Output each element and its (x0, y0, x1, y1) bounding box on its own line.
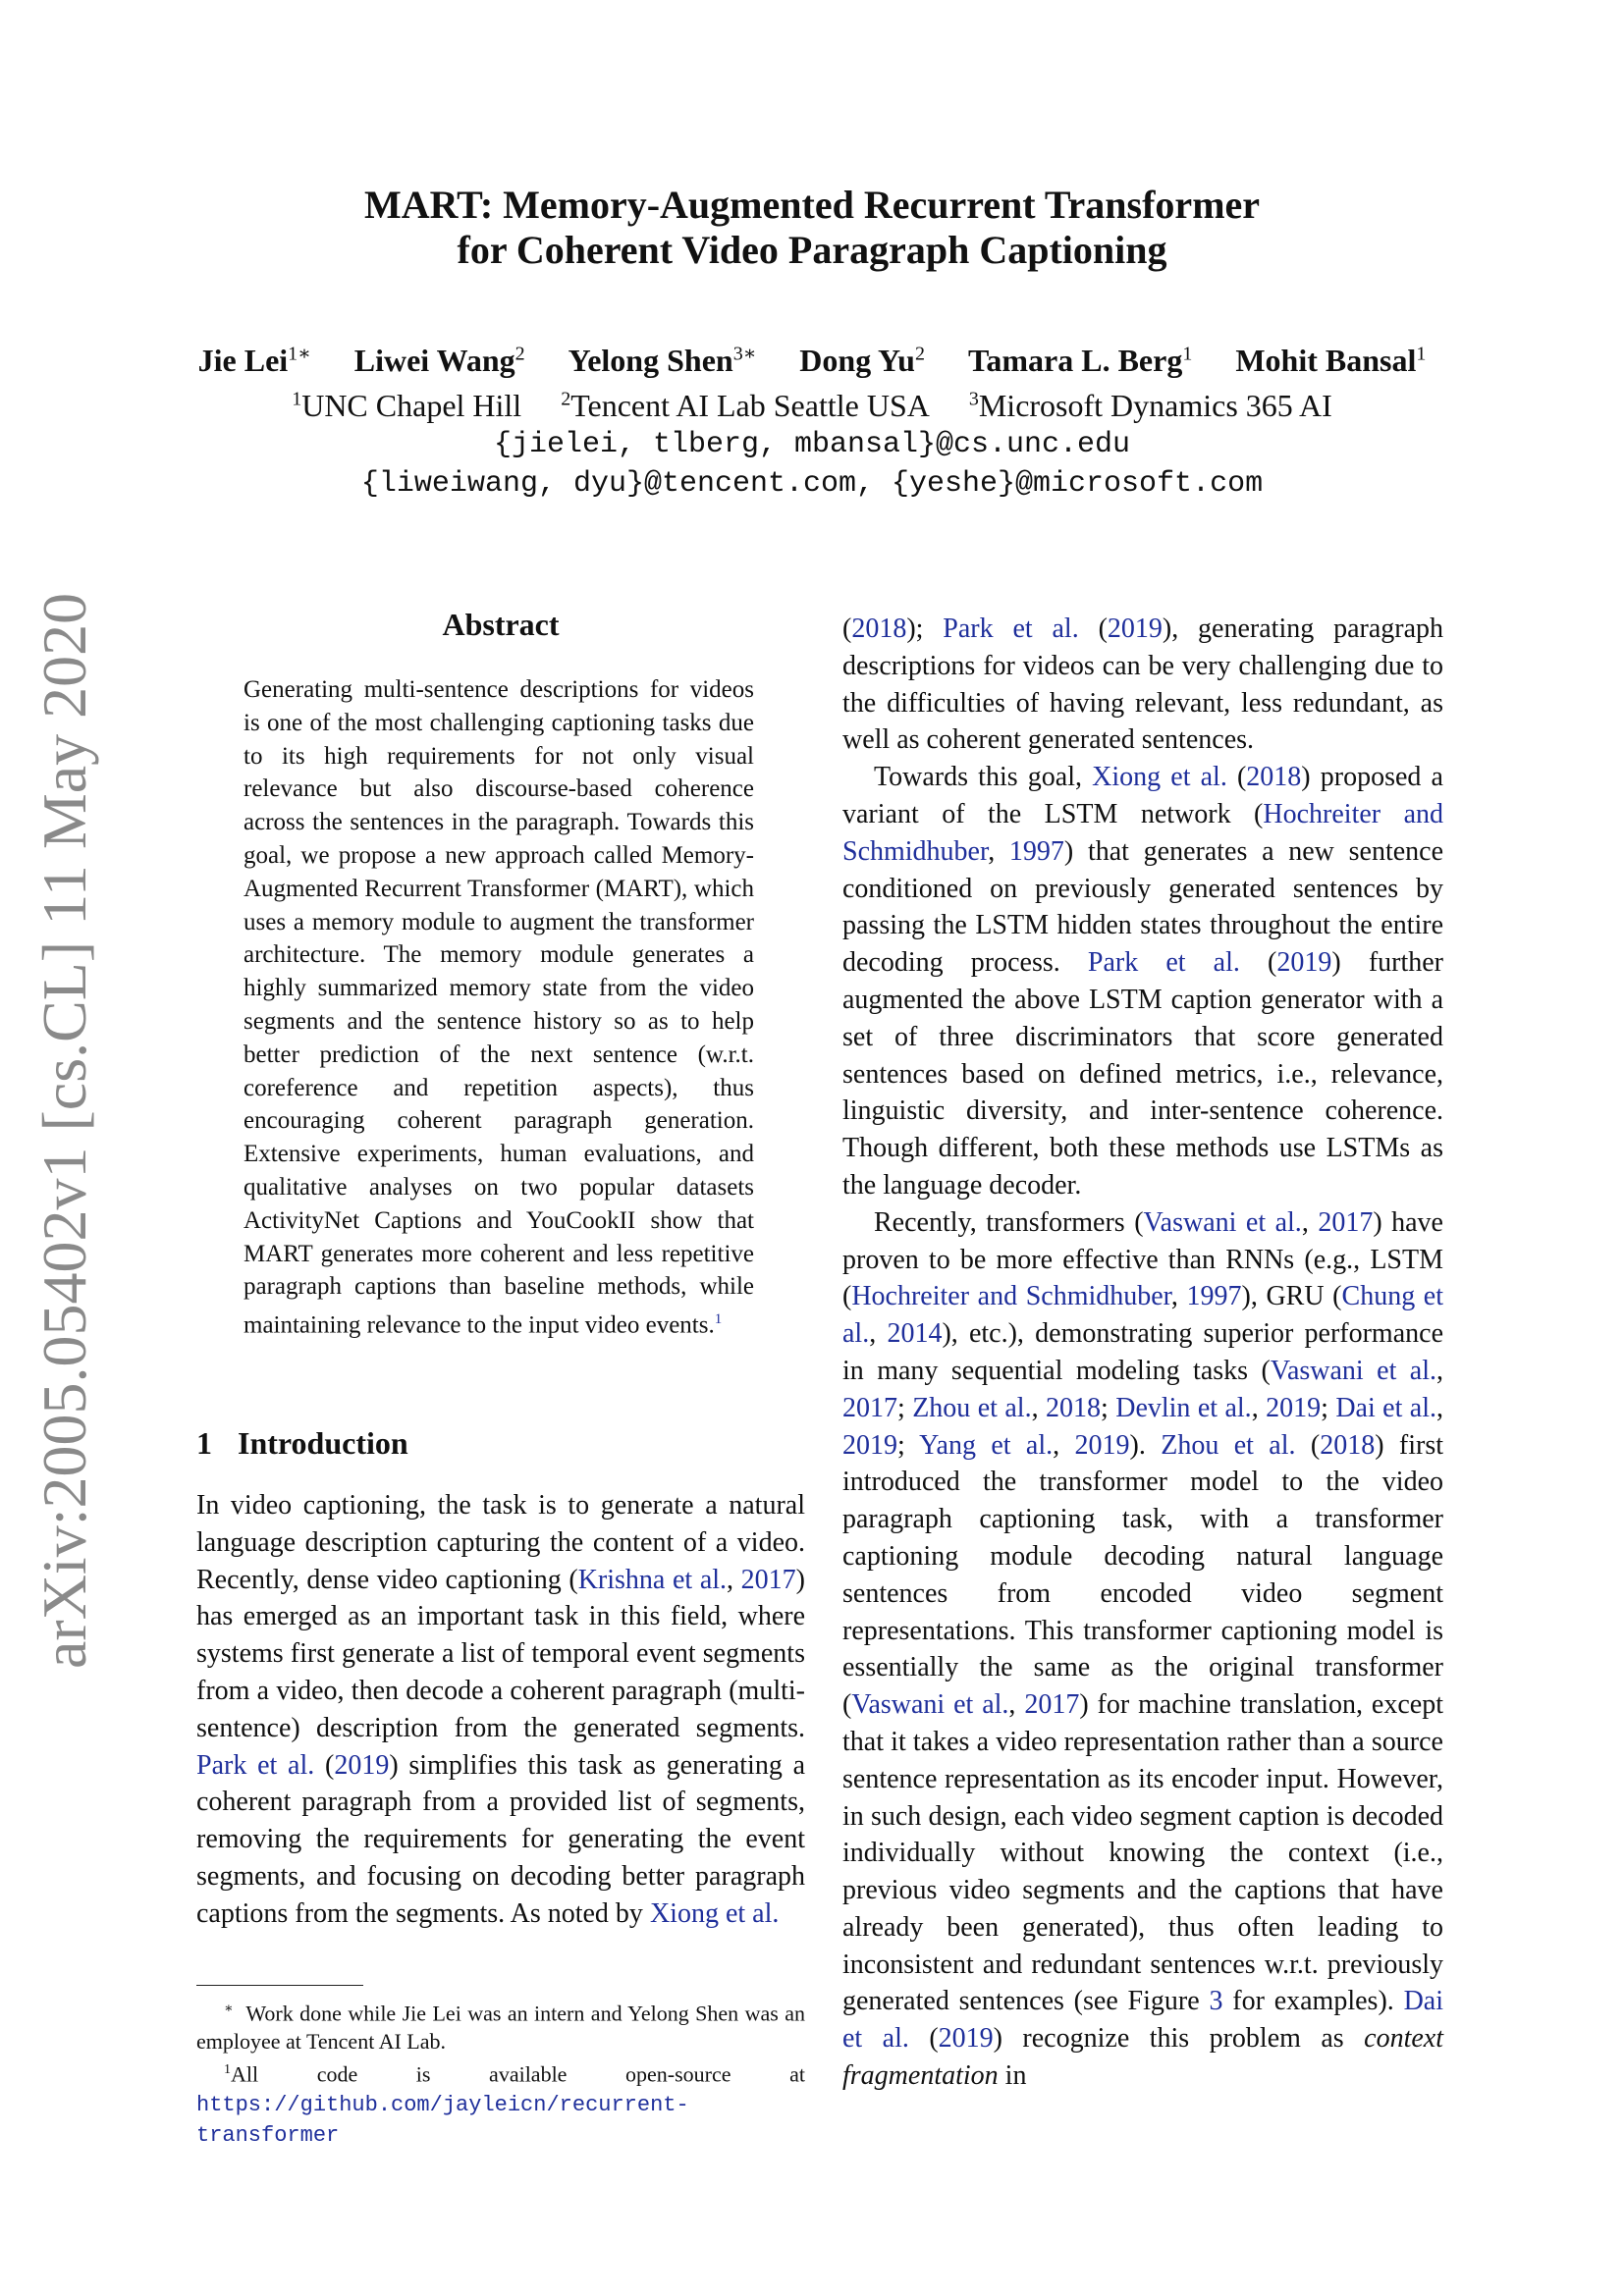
citation-link[interactable]: 2017 (1318, 1206, 1374, 1238)
citation-link[interactable]: Vaswani et al. (1270, 1355, 1436, 1386)
affiliation: $^1$UNC Chapel Hill (292, 388, 522, 424)
citation-link[interactable]: 2019 (1276, 947, 1332, 979)
citation-link[interactable]: Zhou et al. (1161, 1429, 1296, 1461)
citation-link[interactable]: Krishna et al. (577, 1564, 728, 1595)
citation-link[interactable]: 1997 (1008, 835, 1064, 867)
abstract-body (244, 673, 754, 1342)
right-column-body (842, 611, 1443, 2095)
title-line-1: MART: Memory-Augmented Recurrent Transformer (363, 183, 1261, 227)
footnote-rule (196, 1985, 363, 1986)
author: Liwei Wang$^2$ (353, 342, 525, 378)
author: Jie Lei$^{1∗}$ (197, 342, 311, 378)
citation-link[interactable]: Devlin et al. (1115, 1392, 1252, 1423)
paper-title (0, 183, 1624, 273)
github-url-link[interactable]: https://github.com/jayleicn/recurrent-transformer (196, 2092, 689, 2148)
citation-link[interactable]: 2019 (938, 2023, 994, 2055)
paragraph: Towards this goal, Xiong et al. (2018) proposed a variant of the LSTM network (Hochreiter and Schmidhuber, 1997) that generates a new sentence conditioned on previously generated sentences by passing the LSTM hidden states throughout the entire decoding process. Park et al. (2019) further augmented the above LSTM caption generator with a set of three discriminators that score generated sentences based on defined metrics, i.e., relevance, linguistic diversity, and inter-sentence coherence. Though different, both these methods use LSTMs as the language decoder. (842, 762, 1444, 1201)
figure-ref-link[interactable]: 3 (1209, 1986, 1223, 2017)
citation-link[interactable]: Dai et al. (842, 1986, 1444, 2055)
citation-link[interactable]: 2017 (1024, 1689, 1080, 1721)
author: Yelong Shen$^{3∗}$ (568, 342, 757, 378)
affiliations (0, 380, 1624, 426)
citation-link[interactable]: 2019 (334, 1749, 390, 1781)
author: Mohit Bansal$^1$ (1235, 342, 1427, 378)
affiliation: $^2$Tencent AI Lab Seattle USA (561, 388, 930, 424)
author: Dong Yu$^2$ (799, 342, 925, 378)
section-heading-introduction (196, 1425, 805, 1462)
citation-link[interactable]: Vaswani et al. (851, 1689, 1009, 1721)
citation-link[interactable]: 2019 (1107, 614, 1163, 644)
section-number: 1 (196, 1425, 212, 1461)
emphasis: context fragmentation (842, 2023, 1443, 2092)
section-title: Introduction (238, 1425, 408, 1461)
citation-link[interactable]: Park et al. (1087, 947, 1240, 979)
citation-link[interactable]: 2019 (842, 1429, 897, 1461)
citation-link[interactable]: Xiong et al. (1092, 762, 1227, 793)
citation-link[interactable]: 2017 (842, 1392, 897, 1423)
author-block (0, 334, 1624, 504)
citation-link[interactable]: 2018 (851, 614, 907, 644)
intro-paragraph: In video captioning, the task is to generate a natural language description capturing the content of a video. Recently, dense video captioning (Krishna et al., 2017) has emerged as an important task in this field, where systems first generate a list of temporal event segments from a video, then decode a coherent paragraph (multi-sentence) description from the generated segments. Park et al. (2019) simplifies this task as generating a coherent paragraph from a provided list of segments, removing the requirements for generating the event segments, and focusing on decoding better paragraph captions from the segments. As noted by Xiong et al. (196, 1490, 806, 1929)
footnote-ref[interactable]: 1 (714, 1311, 723, 1328)
abstract-text: Generating multi-sentence descriptions for videos is one of the most challenging captioning tasks due to its high requirements for not only visual relevance but also discourse-based coherence across the sentences in the paragraph. Towards this goal, we propose a new approach called Memory-Augmented Recurrent Transformer (MART), which uses a memory module to augment the transformer architecture. The memory module generates a highly summarized memory state from the video segments and the sentence history so as to help better prediction of the next sentence (w.r.t. coreference and repetition aspects), thus encouraging coherent paragraph generation. Extensive experiments, human evaluations, and qualitative analyses on two popular datasets ActivityNet Captions and YouCookII show that MART generates more coherent and less repetitive paragraph captions than baseline methods, while maintaining relevance to the input video events. (244, 676, 754, 1339)
footnote-star: ∗ Work done while Jie Lei was an intern and Yelong Shen was an employee at Tencent AI Lab. (196, 2001, 805, 2055)
citation-link[interactable]: Yang et al. (919, 1429, 1054, 1461)
citation-link[interactable]: 1997 (1186, 1281, 1242, 1312)
citation-link[interactable]: Dai et al. (1335, 1392, 1437, 1423)
citation-link[interactable]: Xiong et al. (649, 1897, 780, 1929)
emails-line-2: {liweiwang, dyu}@tencent.com, {yeshe}@microsoft.com (360, 467, 1264, 502)
citation-link[interactable]: 2014 (887, 1318, 943, 1350)
emails-line-1: {jielei, tlberg, mbansal}@cs.unc.edu (493, 428, 1131, 462)
title-line-2: for Coherent Video Paragraph Captioning (457, 228, 1167, 272)
citation-link[interactable]: Zhou et al. (912, 1392, 1032, 1423)
citation-link[interactable]: Park et al. (943, 614, 1079, 644)
citation-link[interactable]: Hochreiter and Schmidhuber (842, 798, 1444, 867)
citation-link[interactable]: 2017 (740, 1564, 796, 1595)
citation-link[interactable]: Park et al. (196, 1749, 315, 1781)
citation-link[interactable]: 2018 (1246, 762, 1302, 793)
paragraph: (2018); Park et al. (2019), generating paragraph descriptions for videos can be very challenging due to the difficulties of having relevant, less redundant, as well as coherent generated sentences. (842, 614, 1443, 756)
citation-link[interactable]: 2018 (1320, 1429, 1376, 1461)
footnote-1: $^1$All code is available open-source at https://github.com/jayleicn/recurrent-transformer (196, 2061, 805, 2148)
author: Tamara L. Berg$^1$ (967, 342, 1193, 378)
author-names (0, 334, 1624, 380)
citation-link[interactable]: Vaswani et al. (1143, 1206, 1302, 1238)
footnotes (196, 1995, 805, 2150)
arxiv-sidebar-stamp: arXiv:2005.05402v1 [cs.CL] 11 May 2020 (29, 592, 99, 1669)
citation-link[interactable]: 2018 (1046, 1392, 1102, 1423)
citation-link[interactable]: Hochreiter and Schmidhuber (851, 1281, 1171, 1312)
citation-link[interactable]: Chung et al. (842, 1281, 1444, 1350)
citation-link[interactable]: 2019 (1266, 1392, 1322, 1423)
affiliation: $^3$Microsoft Dynamics 365 AI (968, 388, 1332, 424)
citation-link[interactable]: 2019 (1074, 1429, 1130, 1461)
paragraph: Recently, transformers (Vaswani et al., 2017) have proven to be more effective than RNNs (e.g., LSTM (Hochreiter and Schmidhuber, 1997), GRU (Chung et al., 2014), etc.), demonstrating superior performance in many sequential modeling tasks (Vaswani et al., 2017; Zhou et al., 2018; Devlin et al., 2019; Dai et al., 2019; Yang et al., 2019). Zhou et al. (2018) first introduced the transformer model to the video paragraph captioning task, with a transformer captioning module decoding natural language sentences from encoded video segment representations. This transformer captioning model is essentially the same as the original transformer (Vaswani et al., 2017) for machine translation, except that it takes a video representation rather than a source sentence representation as its encoder input. However, in such design, each video segment caption is decoded individually without knowing the context (i.e., previous video segments and the captions that have already been generated), thus often leading to inconsistent and redundant sentences w.r.t. previously generated sentences (see Figure 3 for examples). Dai et al. (2019) recognize this problem as context fragmentation in (842, 1206, 1444, 2092)
abstract-heading: Abstract (442, 607, 560, 642)
